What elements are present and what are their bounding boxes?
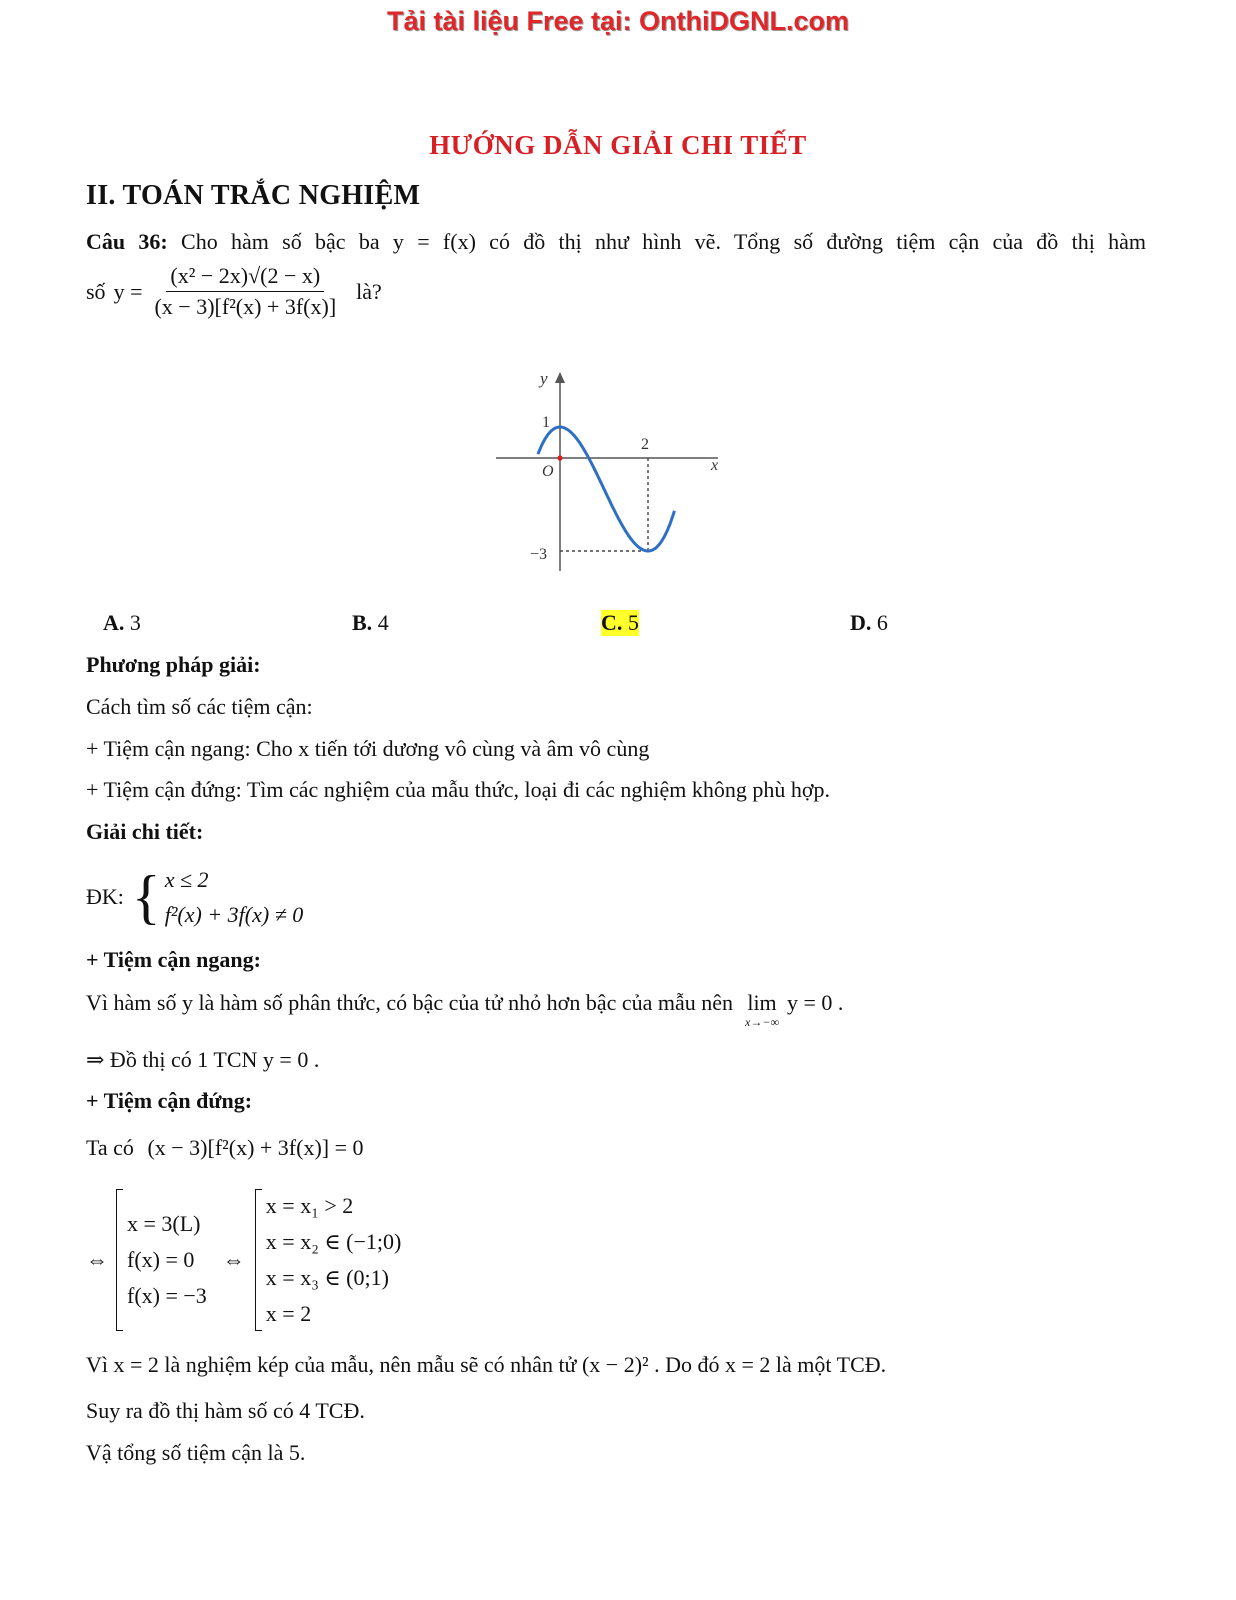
horizontal-asymptote-reason: Vì hàm số y là hàm số phân thức, có bậc của tử nhỏ hơn bậc của mẫu nên — [86, 990, 734, 1015]
case-bracket-1 — [116, 1189, 123, 1331]
equation-prefix: Ta có — [86, 1135, 134, 1160]
equivalence-2: ⇔ — [222, 1247, 245, 1272]
watermark: Tải tài liệu Free tại: OnthiDGNL.com — [386, 6, 850, 36]
case-bracket-2 — [255, 1189, 262, 1331]
condition-lines — [165, 862, 304, 932]
cubic-curve — [538, 427, 674, 551]
vertical-asymptote-count: Suy ra đồ thị hàm số có 4 TCĐ. — [86, 1398, 365, 1423]
condition-2: f²(x) + 3f(x) ≠ 0 — [164, 902, 304, 927]
answer-b-letter: B. — [352, 610, 373, 635]
answer-d-value: 6 — [876, 610, 888, 635]
case2-line-3: x = x₃ ∈ (0;1) — [265, 1265, 389, 1290]
condition-1: x ≤ 2 — [164, 867, 209, 892]
horizontal-asymptote-heading: + Tiệm cận ngang: — [86, 947, 261, 972]
method-heading: Phương pháp giải: — [86, 652, 261, 677]
y-axis-label: y — [540, 369, 548, 388]
answer-c-value: 5 — [627, 610, 639, 635]
final-answer: Vậ tổng số tiệm cận là 5. — [86, 1440, 306, 1465]
answer-d[interactable] — [850, 610, 888, 636]
answer-b[interactable] — [352, 610, 389, 636]
question-label: Câu 36: — [86, 229, 168, 254]
formula-y: y = — [113, 278, 143, 304]
formula-numerator: (x² − 2x)√(2 − x) — [166, 263, 324, 292]
formula-denominator: (x − 3)[f²(x) + 3f(x)] — [154, 294, 337, 319]
tick-label-ymin: −3 — [530, 546, 548, 563]
document-title: HƯỚNG DẪN GIẢI CHI TIẾT — [429, 130, 807, 160]
cubic-graph — [490, 366, 730, 578]
method-line-vertical: + Tiệm cận đứng: Tìm các nghiệm của mẫu thức, loại đi các nghiệm không phù hợp. — [86, 777, 831, 802]
tick-label-ymax: 1 — [542, 414, 550, 431]
answer-d-letter: D. — [850, 610, 872, 635]
y-axis-arrow — [555, 372, 565, 383]
case-group-2 — [266, 1188, 402, 1332]
condition-label: ĐK: — [86, 884, 124, 909]
question-formula — [86, 263, 382, 320]
case2-line-2: x = x₂ ∈ (−1;0) — [265, 1229, 402, 1254]
answer-a[interactable] — [103, 610, 141, 636]
case1-line-2: f(x) = 0 — [127, 1247, 195, 1272]
condition-brace: { — [131, 864, 161, 930]
case-group-1 — [127, 1206, 207, 1314]
limit-result: y = 0 . — [787, 990, 844, 1015]
method-line-horizontal: + Tiệm cận ngang: Cho x tiến tới dương vô cùng và âm vô cùng — [86, 736, 650, 761]
answer-a-letter: A. — [103, 610, 125, 635]
limit-subscript: x→−∞ — [745, 1015, 779, 1029]
limit-expression — [745, 990, 779, 1028]
equation-body: (x − 3)[f²(x) + 3f(x)] = 0 — [147, 1135, 364, 1160]
answer-b-value: 4 — [377, 610, 389, 635]
answer-c-letter: C. — [601, 610, 623, 635]
formula-fraction — [150, 263, 340, 320]
tick-label-xmin: 2 — [641, 436, 649, 453]
case-analysis — [86, 1188, 401, 1332]
limit-symbol: lim — [747, 990, 777, 1015]
question-line — [86, 229, 1146, 255]
case2-line-1: x = x₁ > 2 — [265, 1193, 354, 1218]
double-root-note: Vì x = 2 là nghiệm kép của mẫu, nên mẫu sẽ có nhân tử (x − 2)² . Do đó x = 2 là một TCĐ. — [86, 1352, 887, 1377]
answer-a-value: 3 — [129, 610, 141, 635]
formula-prefix: số — [86, 278, 106, 304]
solution-heading: Giải chi tiết: — [86, 819, 204, 844]
answer-c[interactable] — [601, 610, 639, 636]
section-heading: II. TOÁN TRẮC NGHIỆM — [86, 180, 421, 211]
case1-line-3: f(x) = −3 — [127, 1283, 207, 1308]
equivalence-1: ⇔ — [86, 1247, 108, 1272]
x-axis-label: x — [711, 457, 719, 474]
denominator-equation — [86, 1135, 364, 1161]
method-intro: Cách tìm số các tiệm cận: — [86, 694, 313, 719]
origin-dot — [557, 455, 562, 460]
horizontal-asymptote-text — [86, 990, 843, 1028]
vertical-asymptote-heading: + Tiệm cận đứng: — [86, 1088, 253, 1113]
origin-label: O — [542, 463, 554, 480]
condition-system — [86, 862, 303, 932]
case1-line-1: x = 3(L) — [127, 1211, 201, 1236]
question-text: Cho hàm số bậc ba y = f(x) có đồ thị như hình vẽ. Tổng số đường tiệm cận của đồ thị hàm — [181, 229, 1146, 254]
horizontal-asymptote-conclusion: ⇒ Đồ thị có 1 TCN y = 0 . — [86, 1047, 320, 1072]
formula-suffix: là? — [356, 278, 382, 304]
case2-line-4: x = 2 — [265, 1301, 312, 1326]
